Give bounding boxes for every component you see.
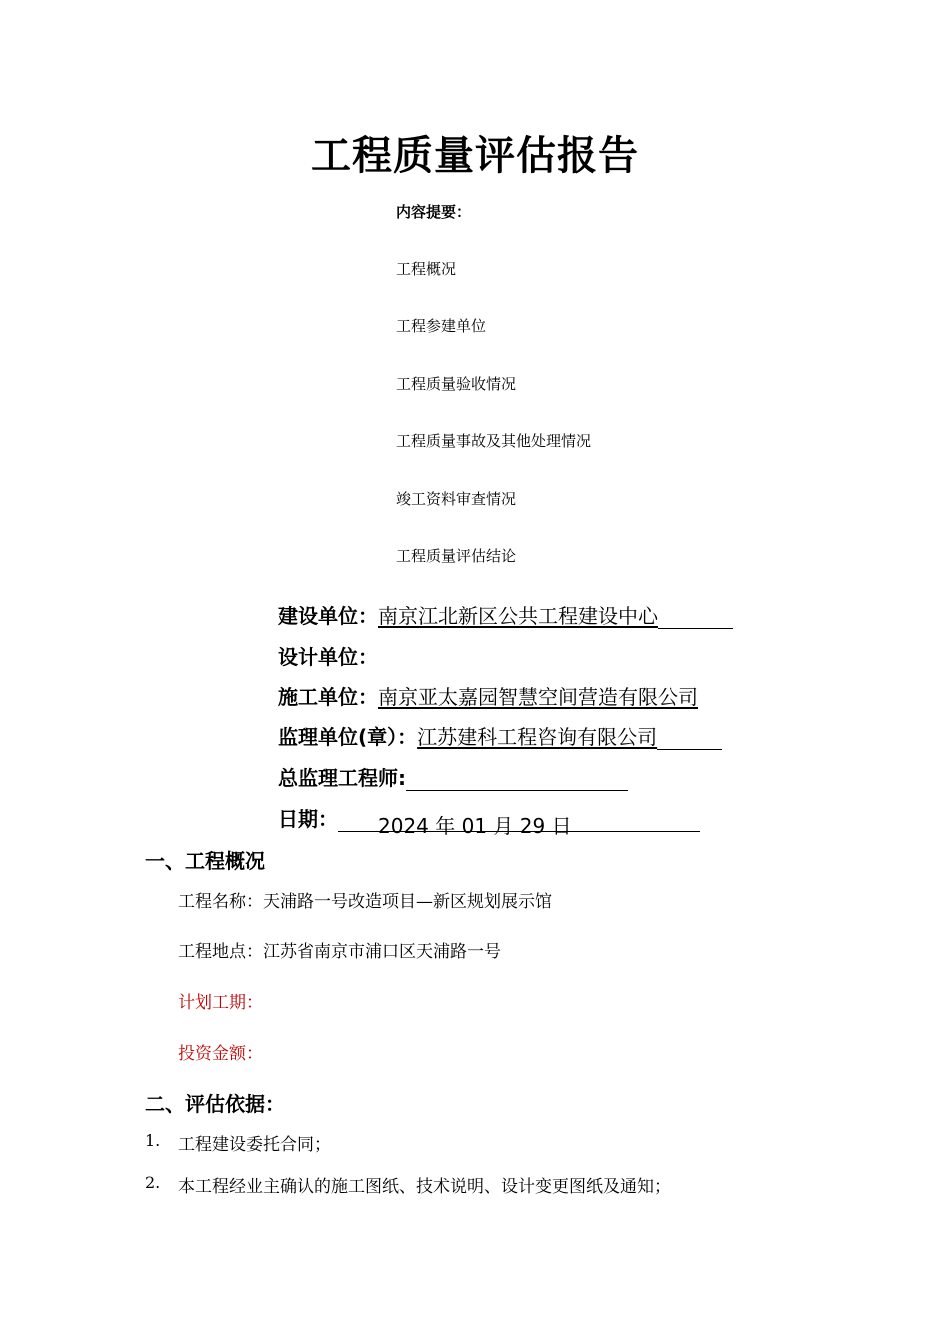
investment-amount: 投资金额： xyxy=(178,1044,263,1064)
document-title: 工程质量评估报告 xyxy=(311,133,639,179)
summary-item: 工程质量事故及其他处理情况 xyxy=(396,432,592,450)
construction-unit-row xyxy=(278,681,698,710)
list-item: 工程建设委托合同； xyxy=(178,1135,331,1155)
date-value: 2024 年 01 月 29 日 xyxy=(338,810,700,832)
supervision-unit-label: 监理单位(章）： xyxy=(278,725,418,749)
planned-period: 计划工期： xyxy=(178,993,263,1013)
summary-item: 工程概况 xyxy=(396,260,457,278)
chief-engineer-label: 总监理工程师: xyxy=(278,766,406,790)
summary-item: 工程质量评估结论 xyxy=(396,547,517,565)
summary-label: 内容提要： xyxy=(396,203,472,221)
design-unit-label: 设计单位： xyxy=(278,645,378,669)
chief-engineer-row xyxy=(278,762,628,791)
section2-heading: 二、评估依据： xyxy=(145,1092,285,1116)
supervision-unit-value: 江苏建科工程咨询有限公司 xyxy=(417,725,658,749)
list-item: 本工程经业主确认的施工图纸、技术说明、设计变更图纸及通知； xyxy=(178,1177,671,1197)
project-name: 工程名称：天浦路一号改造项目—新区规划展示馆 xyxy=(178,892,552,912)
project-location: 工程地点：江苏省南京市浦口区天浦路一号 xyxy=(178,942,501,962)
list-number: 2. xyxy=(145,1173,161,1192)
build-unit-label: 建设单位： xyxy=(278,604,378,628)
summary-item: 竣工资料审查情况 xyxy=(396,490,517,508)
construction-unit-value: 南京亚太嘉园智慧空间营造有限公司 xyxy=(378,685,698,709)
construction-unit-label: 施工单位： xyxy=(278,685,378,709)
supervision-unit-underline xyxy=(657,727,722,750)
build-unit-row xyxy=(278,600,733,629)
summary-item: 工程质量验收情况 xyxy=(396,375,517,393)
supervision-unit-row xyxy=(278,721,722,750)
build-unit-value: 南京江北新区公共工程建设中心 xyxy=(378,604,658,628)
summary-item: 工程参建单位 xyxy=(396,317,487,335)
section1-heading: 一、工程概况 xyxy=(145,849,265,873)
design-unit-row xyxy=(278,641,378,670)
date-label: 日期： xyxy=(278,807,338,831)
build-unit-underline xyxy=(658,606,733,629)
chief-engineer-signature-line xyxy=(406,768,628,791)
date-row xyxy=(278,803,700,838)
list-number: 1. xyxy=(145,1131,161,1150)
